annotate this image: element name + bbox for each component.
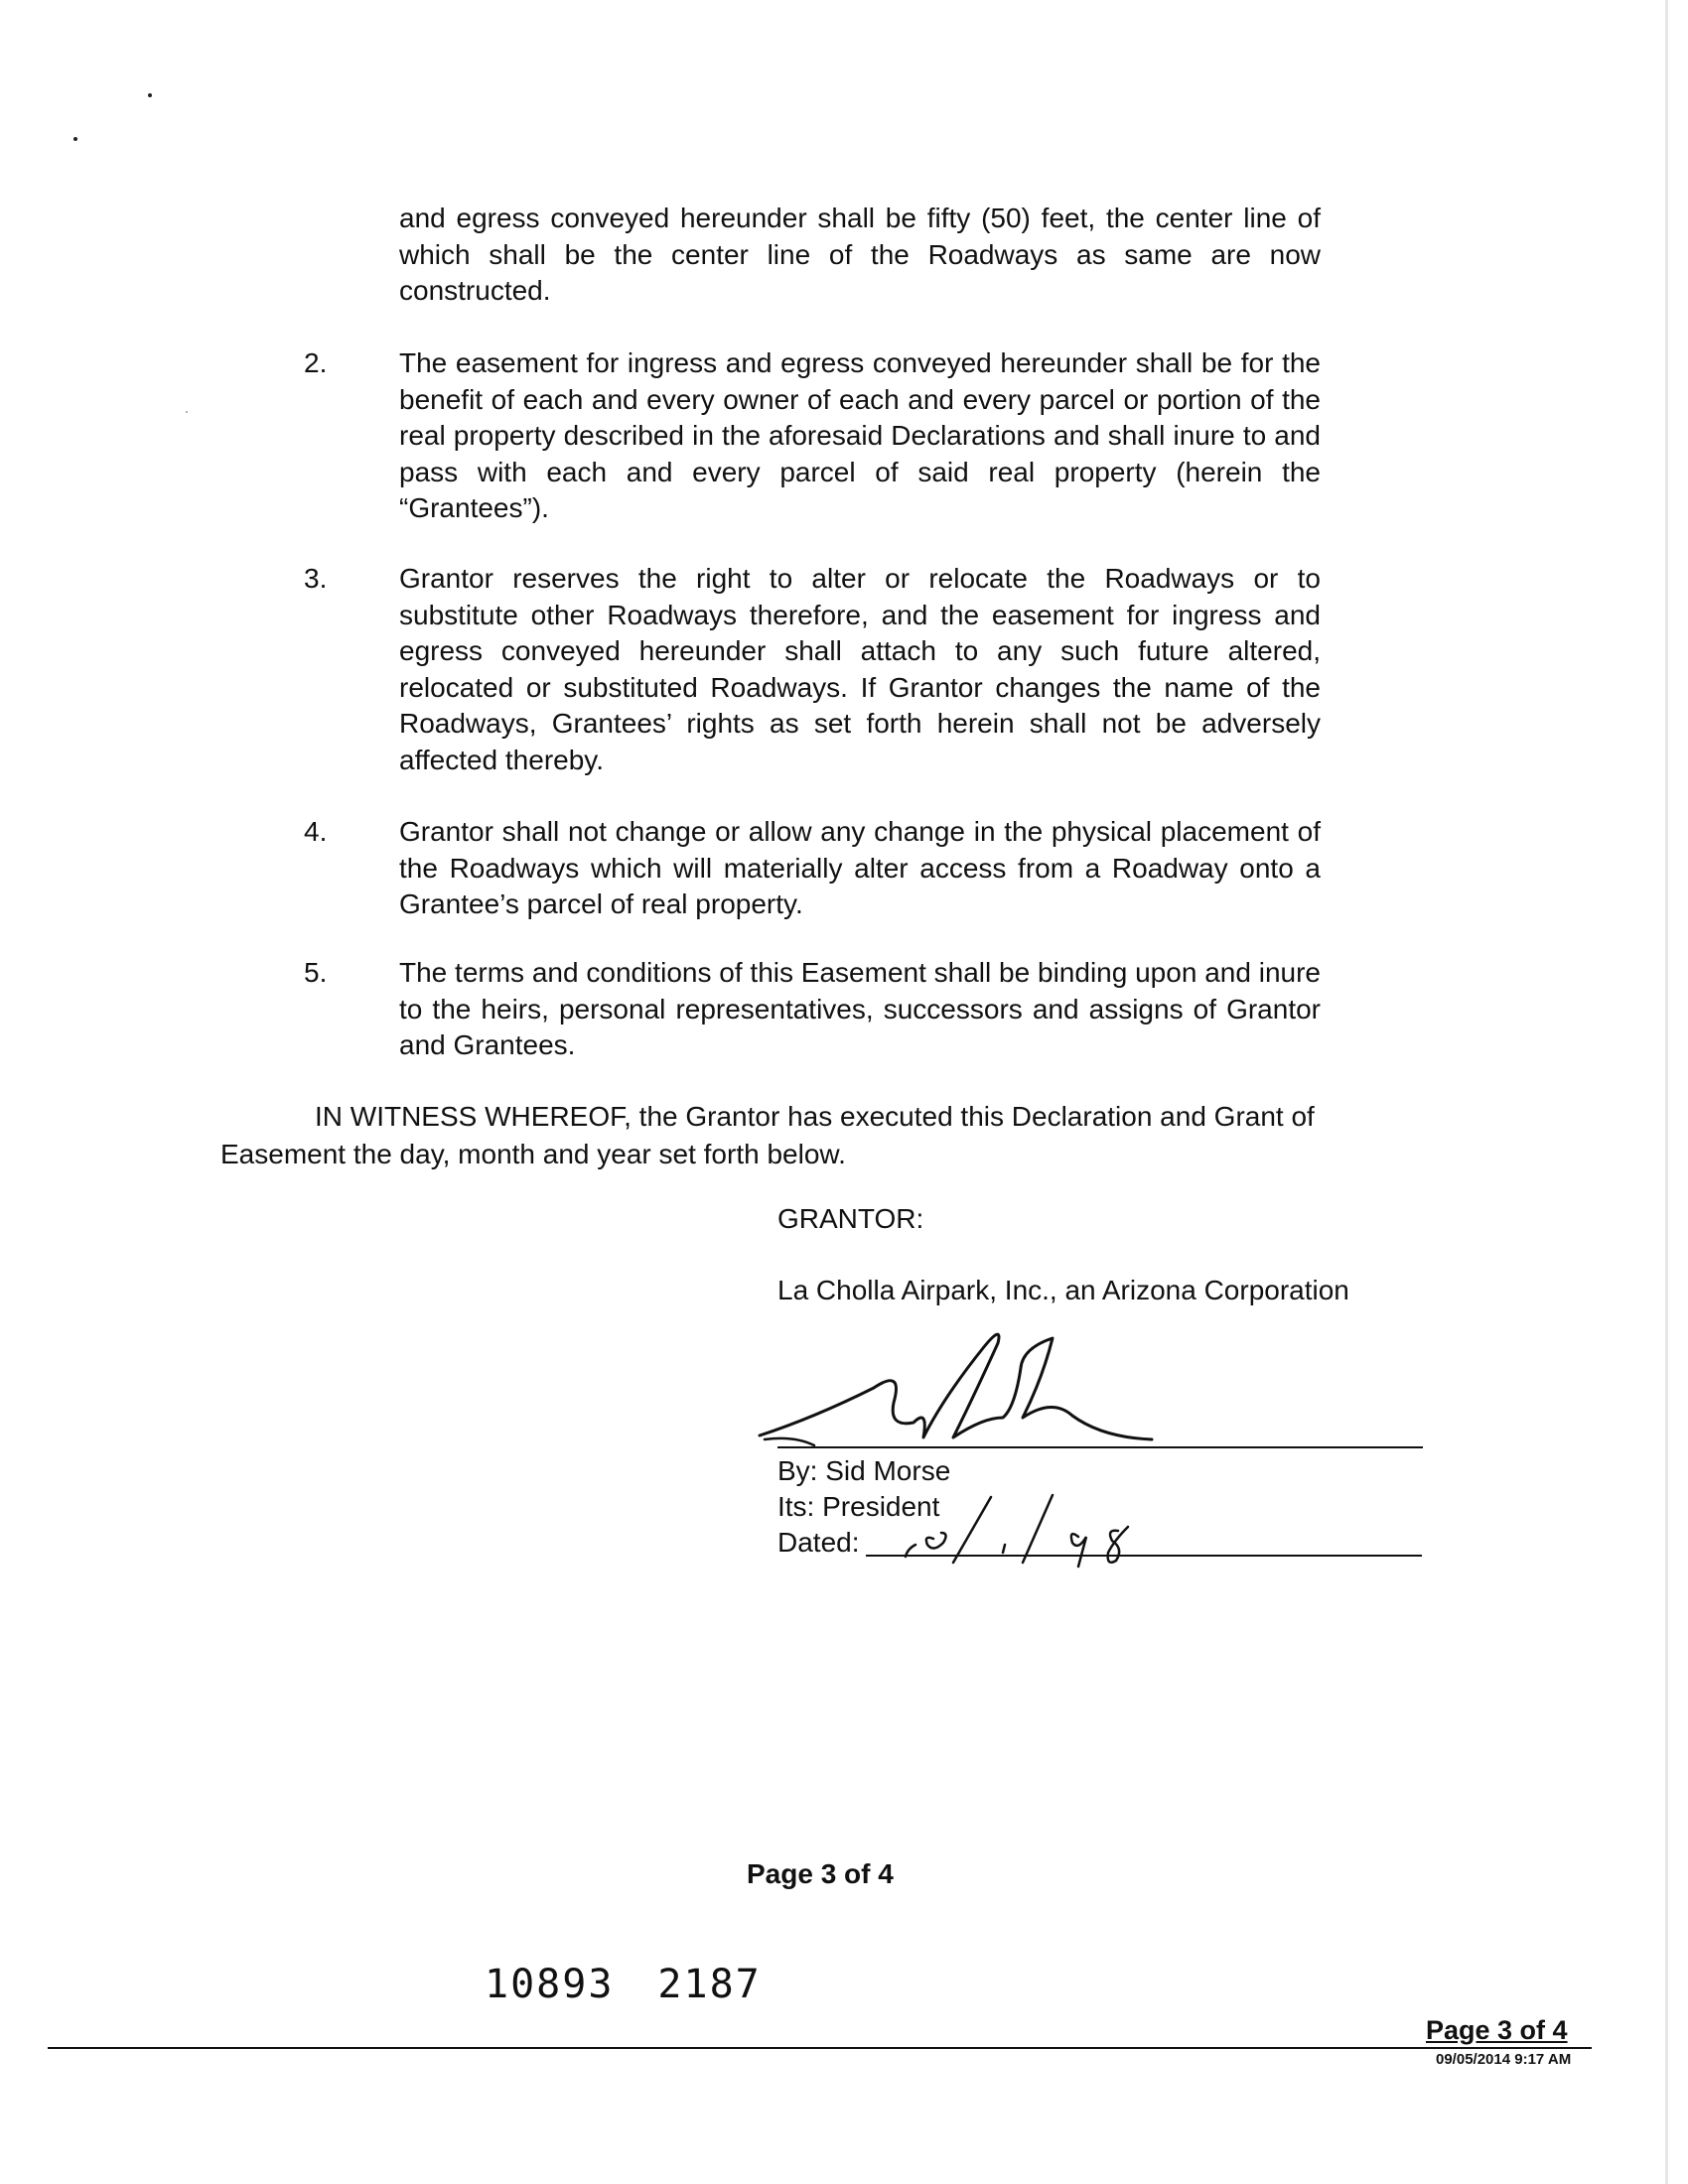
recording-book-page <box>485 1962 762 2007</box>
signatory-by: By: Sid Morse <box>777 1455 951 1486</box>
clause-text: Grantor shall not change or allow any change in the physical placement of the Roadways which will materially alter access from a Roadway onto a Grantee’s parcel of real property. <box>399 816 1321 919</box>
dated-line <box>866 1555 1422 1557</box>
clause-text: The terms and conditions of this Easement shall be binding upon and inure to the heirs, personal representatives, successors and assigns of Grantor and Grantees. <box>399 957 1321 1060</box>
scan-speck <box>148 93 152 97</box>
clause-text: The easement for ingress and egress conveyed hereunder shall be for the benefit of each and every owner of each and every parcel or portion of the real property described in the aforesaid Declarations and shall inure to and pass with each and every parcel of said real property (herein the “Grantees”). <box>399 347 1321 523</box>
grantor-name: La Cholla Airpark, Inc., an Arizona Corporation <box>777 1275 1349 1305</box>
clause-number: 5. <box>304 957 328 988</box>
book-number: 10893 <box>485 1962 615 2007</box>
bottom-rule <box>48 2047 1592 2049</box>
signatory-title: Its: President <box>777 1491 940 1522</box>
continuation-paragraph: and egress conveyed hereunder shall be fifty (50) feet, the center line of which shall be the center line of the Roadways as same are now constructed. <box>399 203 1321 306</box>
witness-line-1: IN WITNESS WHEREOF, the Grantor has executed this Declaration and Grant of <box>315 1101 1315 1132</box>
handwritten-date <box>894 1489 1192 1569</box>
scan-edge <box>1665 0 1668 2184</box>
page-number: Page 3 of 4 <box>747 1858 894 1889</box>
clause-number: 3. <box>304 563 328 594</box>
dated-label: Dated: <box>777 1527 860 1558</box>
clause-text: Grantor reserves the right to alter or relocate the Roadways or to substitute other Roadways therefore, and the easement for ingress and egress conveyed hereunder shall attach to any such future altered, relocated or substituted Roadways. If Grantor changes the name of the Roadways, Grantees’ rights as set forth herein shall not be adversely affected thereby. <box>399 563 1321 775</box>
clause-number: 4. <box>304 816 328 847</box>
scan-speck <box>186 411 188 413</box>
page-recording-number: 2187 <box>657 1962 762 2007</box>
witness-line-2: Easement the day, month and year set forth below. <box>220 1139 846 1169</box>
signature-line <box>777 1446 1423 1448</box>
grantor-label: GRANTOR: <box>777 1203 924 1234</box>
clause-number: 2. <box>304 347 328 378</box>
stamp-page-number: Page 3 of 4 <box>1426 2015 1568 2045</box>
stamp-datetime: 09/05/2014 9:17 AM <box>1436 2051 1572 2068</box>
scan-speck <box>73 137 77 141</box>
witness-paragraph <box>220 1098 1412 1173</box>
handwritten-signature <box>755 1308 1211 1467</box>
